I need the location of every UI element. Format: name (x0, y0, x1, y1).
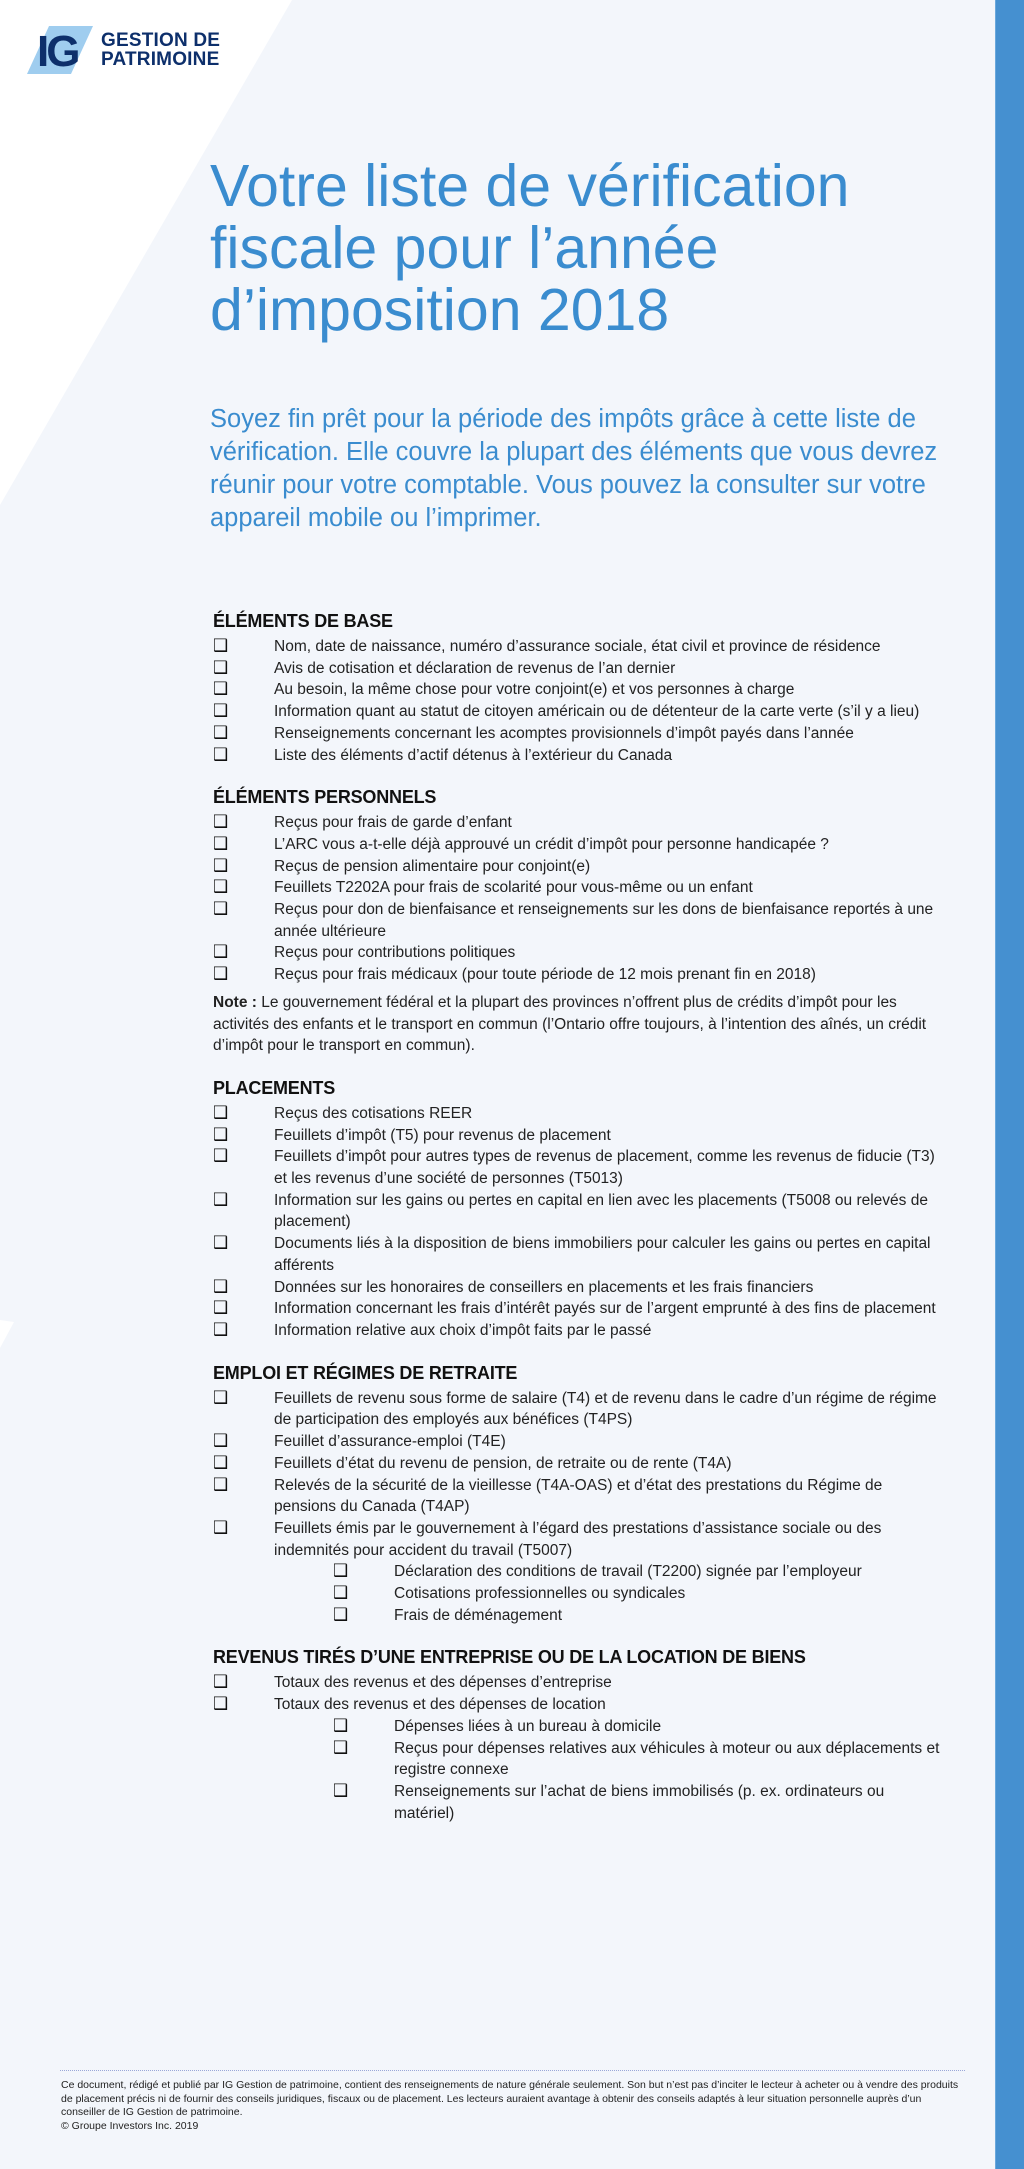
checklist-item (213, 1388, 943, 1431)
checklist-item (213, 1475, 943, 1518)
checklist-item-text: Reçus de pension alimentaire pour conjoint(e) (274, 857, 591, 875)
checkbox-icon[interactable]: ❑ (213, 1387, 229, 1408)
checklist-item-text: Reçus pour contributions politiques (274, 944, 516, 962)
checklist-item (213, 1694, 943, 1716)
footer-copyright: © Groupe Investors Inc. 2019 (61, 2119, 199, 2132)
checklist-item-text: Dépenses liées à un bureau à domicile (394, 1717, 662, 1735)
checklist-item-text: Avis de cotisation et déclaration de revenus de l’an dernier (274, 659, 676, 677)
checkbox-icon[interactable]: ❑ (213, 1146, 229, 1167)
checklist-item-text: Documents liés à la disposition de biens immobiliers pour calculer les gains ou pertes en capital afférents (274, 1235, 931, 1274)
checklist-item-text: Feuillets d’impôt pour autres types de revenus de placement, comme les revenus de fiducie (T3) et les revenus d’une société de personnes (T5013) (274, 1148, 935, 1188)
checkbox-icon[interactable]: ❑ (213, 812, 229, 833)
checklist-item-text: Reçus pour dépenses relatives aux véhicules à moteur ou aux déplacements et registre connexe (394, 1739, 940, 1779)
checklist-section (213, 1646, 943, 1824)
checkbox-icon[interactable]: ❑ (213, 877, 229, 898)
checklist-item-text: Feuillets d’impôt (T5) pour revenus de placement (274, 1126, 611, 1144)
checklist (213, 610, 943, 1844)
checklist-item-text: Feuillets émis par le gouvernement à l’égard des prestations d’assistance sociale ou des indemnités pour accident du travail (T5007) (274, 1519, 882, 1559)
checkbox-icon[interactable]: ❑ (213, 942, 229, 963)
checklist-item (213, 1320, 943, 1342)
checklist-item-text: Relevés de la sécurité de la vieillesse (T4A-OAS) et d’état des prestations du Régime de pensions du Canada (T4AP) (274, 1476, 883, 1516)
checklist-section (213, 786, 943, 1057)
footer-disclaimer: Ce document, rédigé et publié par IG Gestion de patrimoine, contient des renseignements de nature générale seulement. Son but n’est pas d’inciter le lecteur à acheter ou à vendre des produits de placement précis ni de fournir des conseils juridiques, fiscaux ou de placement. Les lecteurs auraient avantage à obtenir des conseils adaptés à leur situation personnelle auprès d’un conseiller de IG Gestion de patrimoine. (61, 2079, 959, 2118)
checklist-item (213, 1146, 943, 1189)
note-label: Note : (213, 993, 257, 1011)
checkbox-icon[interactable]: ❑ (213, 679, 229, 700)
checkbox-icon[interactable]: ❑ (213, 1452, 229, 1473)
checklist-item (213, 1672, 943, 1694)
checkbox-icon[interactable]: ❑ (213, 1233, 229, 1254)
checklist-item-text: Information concernant les frais d’intérêt payés sur de l’argent emprunté à des fins de placement (274, 1300, 936, 1318)
checkbox-icon[interactable]: ❑ (213, 722, 229, 743)
checklist-item (213, 658, 943, 680)
logo-line-2: PATRIMOINE (101, 49, 220, 70)
section-heading: REVENUS TIRÉS D’UNE ENTREPRISE OU DE LA LOCATION DE BIENS (213, 1647, 806, 1668)
checklist-item-text: Reçus pour frais de garde d’enfant (274, 814, 512, 832)
checklist-item-text: Déclaration des conditions de travail (T2200) signée par l’employeur (394, 1563, 862, 1581)
checklist-item-text: Totaux des revenus et des dépenses d’entreprise (274, 1674, 612, 1692)
intro-paragraph: Soyez fin prêt pour la période des impôts grâce à cette liste de vérification. Elle couvre la plupart des éléments que vous devrez réunir pour votre comptable. Vous pouvez la consulter sur votre appareil mobile ou l’imprimer. (210, 405, 938, 532)
checkbox-icon[interactable]: ❑ (213, 1672, 229, 1693)
checkbox-icon[interactable]: ❑ (333, 1604, 349, 1625)
checkbox-icon[interactable]: ❑ (213, 1298, 229, 1319)
checkbox-icon[interactable]: ❑ (213, 964, 229, 985)
checklist-section (213, 610, 943, 766)
checkbox-icon[interactable]: ❑ (213, 1189, 229, 1210)
checklist-item-text: Feuillets d’état du revenu de pension, de retraite ou de rente (T4A) (274, 1454, 732, 1472)
checklist-item (213, 1298, 943, 1320)
checklist-subitem (213, 1583, 943, 1605)
ig-logo-icon (27, 26, 93, 74)
note-text: Le gouvernement fédéral et la plupart des provinces n’offrent plus de crédits d’impôt pour les activités des enfants et le transport en commun (l’Ontario offre toujours, à l’intention des aînés, un crédit d’impôt pour le transport en commun). (213, 993, 927, 1055)
checklist-item (213, 942, 943, 964)
checkbox-icon[interactable]: ❑ (213, 1124, 229, 1145)
section-note (213, 992, 943, 1057)
logo-mark-letters: IG (37, 27, 78, 76)
checkbox-icon[interactable]: ❑ (213, 636, 229, 656)
checklist-item (213, 1233, 943, 1276)
checkbox-icon[interactable]: ❑ (213, 1474, 229, 1495)
checklist-item-text: Information relative aux choix d’impôt faits par le passé (274, 1321, 652, 1339)
checklist-item-text: Renseignements sur l’achat de biens immobilisés (p. ex. ordinateurs ou matériel) (394, 1782, 885, 1822)
checklist-item (213, 1125, 943, 1147)
checkbox-icon[interactable]: ❑ (333, 1780, 349, 1801)
checkbox-icon[interactable]: ❑ (333, 1561, 349, 1582)
checklist-section (213, 1362, 943, 1627)
checkbox-icon[interactable]: ❑ (213, 1431, 229, 1452)
checklist-item-text: Totaux des revenus et des dépenses de location (274, 1696, 606, 1714)
checkbox-icon[interactable]: ❑ (213, 1517, 229, 1538)
checkbox-icon[interactable]: ❑ (333, 1715, 349, 1736)
checkbox-icon[interactable]: ❑ (333, 1737, 349, 1758)
checkbox-icon[interactable]: ❑ (213, 1694, 229, 1715)
checklist-item-text: Renseignements concernant les acomptes provisionnels d’impôt payés dans l’année (274, 724, 854, 742)
checklist-item (213, 701, 943, 723)
checkbox-icon[interactable]: ❑ (213, 855, 229, 876)
checklist-item-text: Cotisations professionnelles ou syndicales (394, 1585, 686, 1603)
checklist-item (213, 877, 943, 899)
checklist-item-text: Liste des éléments d’actif détenus à l’extérieur du Canada (274, 746, 673, 764)
checklist-item (213, 856, 943, 878)
checklist-item (213, 723, 943, 745)
checklist-item (213, 679, 943, 701)
logo-line-1: GESTION DE (101, 30, 221, 51)
checkbox-icon[interactable]: ❑ (213, 657, 229, 678)
checklist-item (213, 1431, 943, 1453)
section-heading: ÉLÉMENTS DE BASE (213, 611, 393, 631)
checklist-item-text: Reçus pour don de bienfaisance et renseignements sur les dons de bienfaisance reportés à une année ultérieure (274, 901, 934, 940)
checklist-subitem (213, 1716, 943, 1738)
checkbox-icon[interactable]: ❑ (213, 1276, 229, 1297)
page-title: Votre liste de vérification fiscale pour l’année d’imposition 2018 (210, 153, 850, 343)
ig-logo (27, 26, 220, 74)
checklist-item (213, 1190, 943, 1233)
checklist-item (213, 964, 943, 986)
right-accent-bar (995, 0, 1024, 2169)
checklist-subitem (213, 1605, 943, 1627)
checklist-subitem (213, 1738, 943, 1781)
checklist-item-text: Nom, date de naissance, numéro d’assurance sociale, état civil et province de résidence (274, 638, 881, 655)
footer-divider (60, 2070, 965, 2071)
checklist-item-text: Information sur les gains ou pertes en capital en lien avec les placements (T5008 ou relevés de placement) (274, 1191, 928, 1231)
checklist-item-text: Reçus des cotisations REER (274, 1104, 473, 1122)
checklist-item-text: Information quant au statut de citoyen américain ou de détenteur de la carte verte (s’il y a lieu) (274, 703, 920, 721)
checklist-subitem (213, 1561, 943, 1583)
checklist-item (213, 899, 943, 942)
checklist-item-text: L’ARC vous a-t-elle déjà approuvé un crédit d’impôt pour personne handicapée ? (274, 835, 829, 853)
footer (61, 2079, 961, 2133)
checkbox-icon[interactable]: ❑ (213, 1319, 229, 1340)
checkbox-icon[interactable]: ❑ (213, 899, 229, 920)
checkbox-icon[interactable]: ❑ (213, 833, 229, 854)
checklist-item (213, 812, 943, 834)
checklist-item-text: Reçus pour frais médicaux (pour toute période de 12 mois prenant fin en 2018) (274, 966, 816, 984)
checkbox-icon[interactable]: ❑ (333, 1583, 349, 1604)
checklist-item-text: Données sur les honoraires de conseillers en placements et les frais financiers (274, 1278, 814, 1296)
checklist-item-text: Feuillet d’assurance-emploi (T4E) (274, 1433, 506, 1451)
checklist-item (213, 745, 943, 767)
checklist-item-text: Feuillets de revenu sous forme de salaire (T4) et de revenu dans le cadre d’un régime de régime de participation des employés aux bénéfices (T4PS) (274, 1389, 937, 1429)
checklist-item-text: Au besoin, la même chose pour votre conjoint(e) et vos personnes à charge (274, 681, 795, 699)
checkbox-icon[interactable]: ❑ (213, 744, 229, 765)
checklist-item-text: Frais de déménagement (394, 1606, 563, 1624)
checklist-section (213, 1077, 943, 1342)
checklist-item (213, 834, 943, 856)
checklist-item (213, 1277, 943, 1299)
checkbox-icon[interactable]: ❑ (213, 701, 229, 722)
checklist-item (213, 1518, 943, 1561)
checklist-item (213, 636, 943, 658)
section-heading: ÉLÉMENTS PERSONNELS (213, 787, 437, 808)
checkbox-icon[interactable]: ❑ (213, 1102, 229, 1123)
logo-wordmark (101, 31, 220, 69)
checklist-subitem (213, 1781, 943, 1824)
checklist-item-text: Feuillets T2202A pour frais de scolarité pour vous-même ou un enfant (274, 879, 753, 897)
section-heading: PLACEMENTS (213, 1077, 336, 1098)
section-heading: EMPLOI ET RÉGIMES DE RETRAITE (213, 1362, 518, 1383)
checklist-item (213, 1103, 943, 1125)
checklist-item (213, 1453, 943, 1475)
